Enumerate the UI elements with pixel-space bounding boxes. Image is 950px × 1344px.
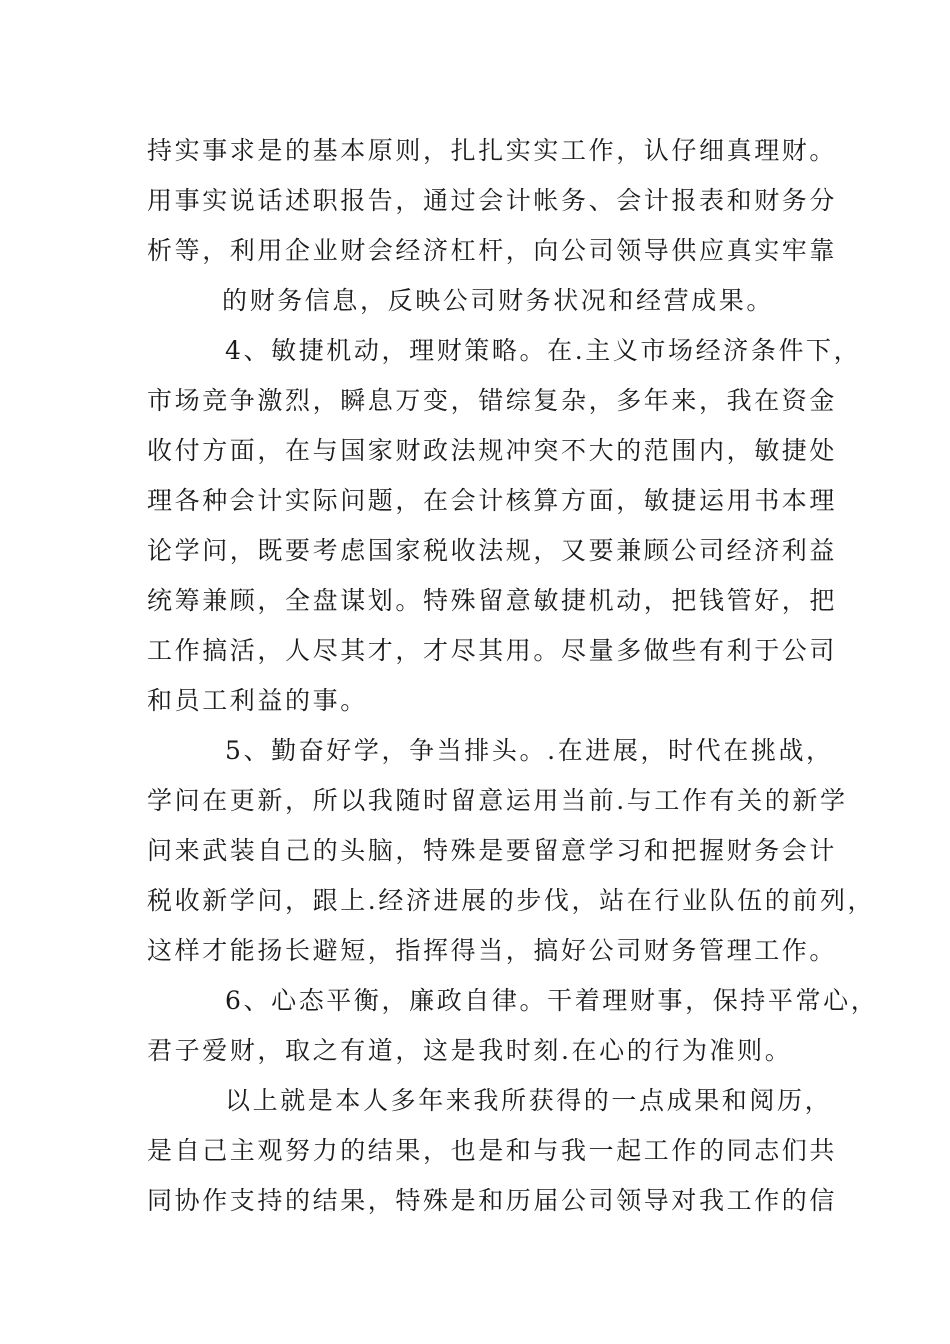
- text-line: 6、心态平衡，廉政自律。干着理财事，保持平常心，: [225, 986, 879, 1015]
- text-line: 同协作支持的结果，特殊是和历届公司领导对我工作的信: [147, 1186, 838, 1215]
- text-line: 问来武装自己的头脑，特殊是要留意学习和把握财务会计: [147, 836, 838, 865]
- text-line: 统筹兼顾，全盘谋划。特殊留意敏捷机动，把钱管好，把: [147, 586, 838, 615]
- text-line: 析等，利用企业财会经济杠杆，向公司领导供应真实牢靠: [147, 236, 838, 265]
- text-line: 市场竞争激烈，瞬息万变，错综复杂，多年来，我在资金: [147, 386, 838, 415]
- text-line: 理各种会计实际问题，在会计核算方面，敏捷运用书本理: [147, 486, 838, 515]
- text-line: 收付方面，在与国家财政法规冲突不大的范围内，敏捷处: [147, 436, 838, 465]
- text-line: 以上就是本人多年来我所获得的一点成果和阅历，: [225, 1086, 833, 1115]
- text-line: 论学问，既要考虑国家税收法规，又要兼顾公司经济利益: [147, 536, 838, 565]
- text-line: 是自己主观努力的结果，也是和与我一起工作的同志们共: [147, 1136, 838, 1165]
- text-line: 用事实说话述职报告，通过会计帐务、会计报表和财务分: [147, 186, 838, 215]
- text-line: 持实事求是的基本原则，扎扎实实工作，认仔细真理财。: [147, 136, 838, 165]
- text-line: 这样才能扬长避短，指挥得当，搞好公司财务管理工作。: [147, 936, 838, 965]
- text-line: 税收新学问，跟上.经济进展的步伐，站在行业队伍的前列，: [147, 886, 876, 915]
- text-line: 的财务信息，反映公司财务状况和经营成果。: [222, 286, 775, 315]
- text-line: 5、勤奋好学，争当排头。.在进展，时代在挑战，: [225, 736, 834, 765]
- text-line: 学问在更新，所以我随时留意运用当前.与工作有关的新学: [147, 786, 848, 815]
- text-line: 和员工利益的事。: [147, 686, 368, 715]
- text-line: 工作搞活，人尽其才，才尽其用。尽量多做些有利于公司: [147, 636, 838, 665]
- text-line: 4、敏捷机动，理财策略。在.主义市场经济条件下，: [225, 336, 862, 365]
- text-line: 君子爱财，取之有道，这是我时刻.在心的行为准则。: [147, 1036, 793, 1065]
